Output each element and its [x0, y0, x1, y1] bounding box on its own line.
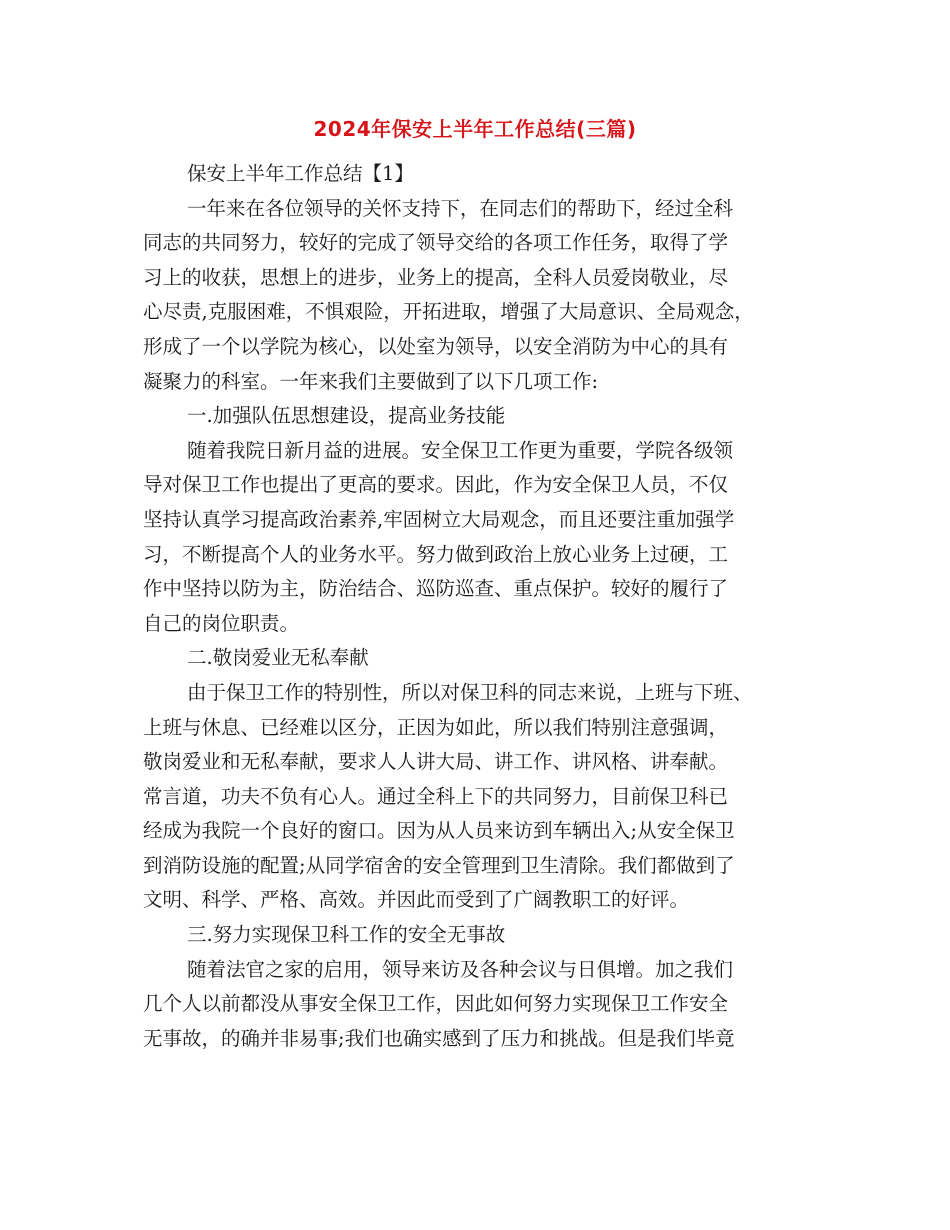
text-line: 作中坚持以防为主，防治结合、巡防巡查、重点保护。较好的履行了	[143, 577, 729, 601]
text-line: 到消防设施的配置;从同学宿舍的安全管理到卫生清除。我们都做到了	[143, 853, 735, 877]
text-line: 几个人以前都没从事安全保卫工作，因此如何努力实现保卫工作安全	[143, 992, 729, 1016]
text-line: 坚持认真学习提高政治素养,牢固树立大局观念，而且还要注重加强学	[143, 507, 735, 531]
text-line: 文明、科学、严格、高效。并因此而受到了广阔教职工的好评。	[143, 888, 690, 912]
text-line: 习上的收获，思想上的进步，业务上的提高，全科人员爱岗敬业，尽	[143, 265, 729, 289]
document-title: 2024年保安上半年工作总结(三篇)	[313, 117, 637, 141]
text-line: 由于保卫工作的特别性，所以对保卫科的同志来说，上班与下班、	[187, 680, 753, 704]
text-line: 无事故，的确并非易事;我们也确实感到了压力和挑战。但是我们毕竟	[143, 1026, 735, 1050]
text-line: 常言道，功夫不负有心人。通过全科上下的共同努力，目前保卫科已	[143, 784, 729, 808]
text-line: 心尽责,克服困难，不惧艰险，开拓进取，增强了大局意识、全局观念，	[143, 300, 754, 324]
text-line: 一.加强队伍思想建设，提高业务技能	[187, 404, 506, 428]
text-line: 经成为我院一个良好的窗口。因为从人员来访到车辆出入;从安全保卫	[143, 819, 735, 843]
text-line: 同志的共同努力，较好的完成了领导交给的各项工作任务，取得了学	[143, 231, 729, 255]
text-line: 一年来在各位领导的关怀支持下，在同志们的帮助下，经过全科	[187, 196, 734, 220]
text-line: 保安上半年工作总结【1】	[187, 162, 414, 185]
text-line: 自己的岗位职责。	[143, 611, 300, 635]
text-line: 三.努力实现保卫科工作的安全无事故	[187, 923, 506, 947]
text-line: 凝聚力的科室。一年来我们主要做到了以下几项工作:	[143, 369, 599, 393]
text-line: 习，不断提高个人的业务水平。努力做到政治上放心业务上过硬，工	[143, 542, 729, 566]
document-body	[143, 157, 813, 1056]
text-line: 随着法官之家的启用，领导来访及各种会议与日俱增。加之我们	[187, 957, 734, 981]
text-line: 形成了一个以学院为核心，以处室为领导，以安全消防为中心的具有	[143, 334, 729, 358]
text-line: 敬岗爱业和无私奉献，要求人人讲大局、讲工作、讲风格、讲奉献。	[143, 750, 729, 774]
text-line: 随着我院日新月益的进展。安全保卫工作更为重要，学院各级领	[187, 438, 734, 462]
text-line: 导对保卫工作也提出了更高的要求。因此，作为安全保卫人员，不仅	[143, 473, 729, 497]
text-line: 二.敬岗爱业无私奉献	[187, 646, 369, 670]
text-line: 上班与休息、已经难以区分，正因为如此，所以我们特别注意强调，	[143, 715, 729, 739]
